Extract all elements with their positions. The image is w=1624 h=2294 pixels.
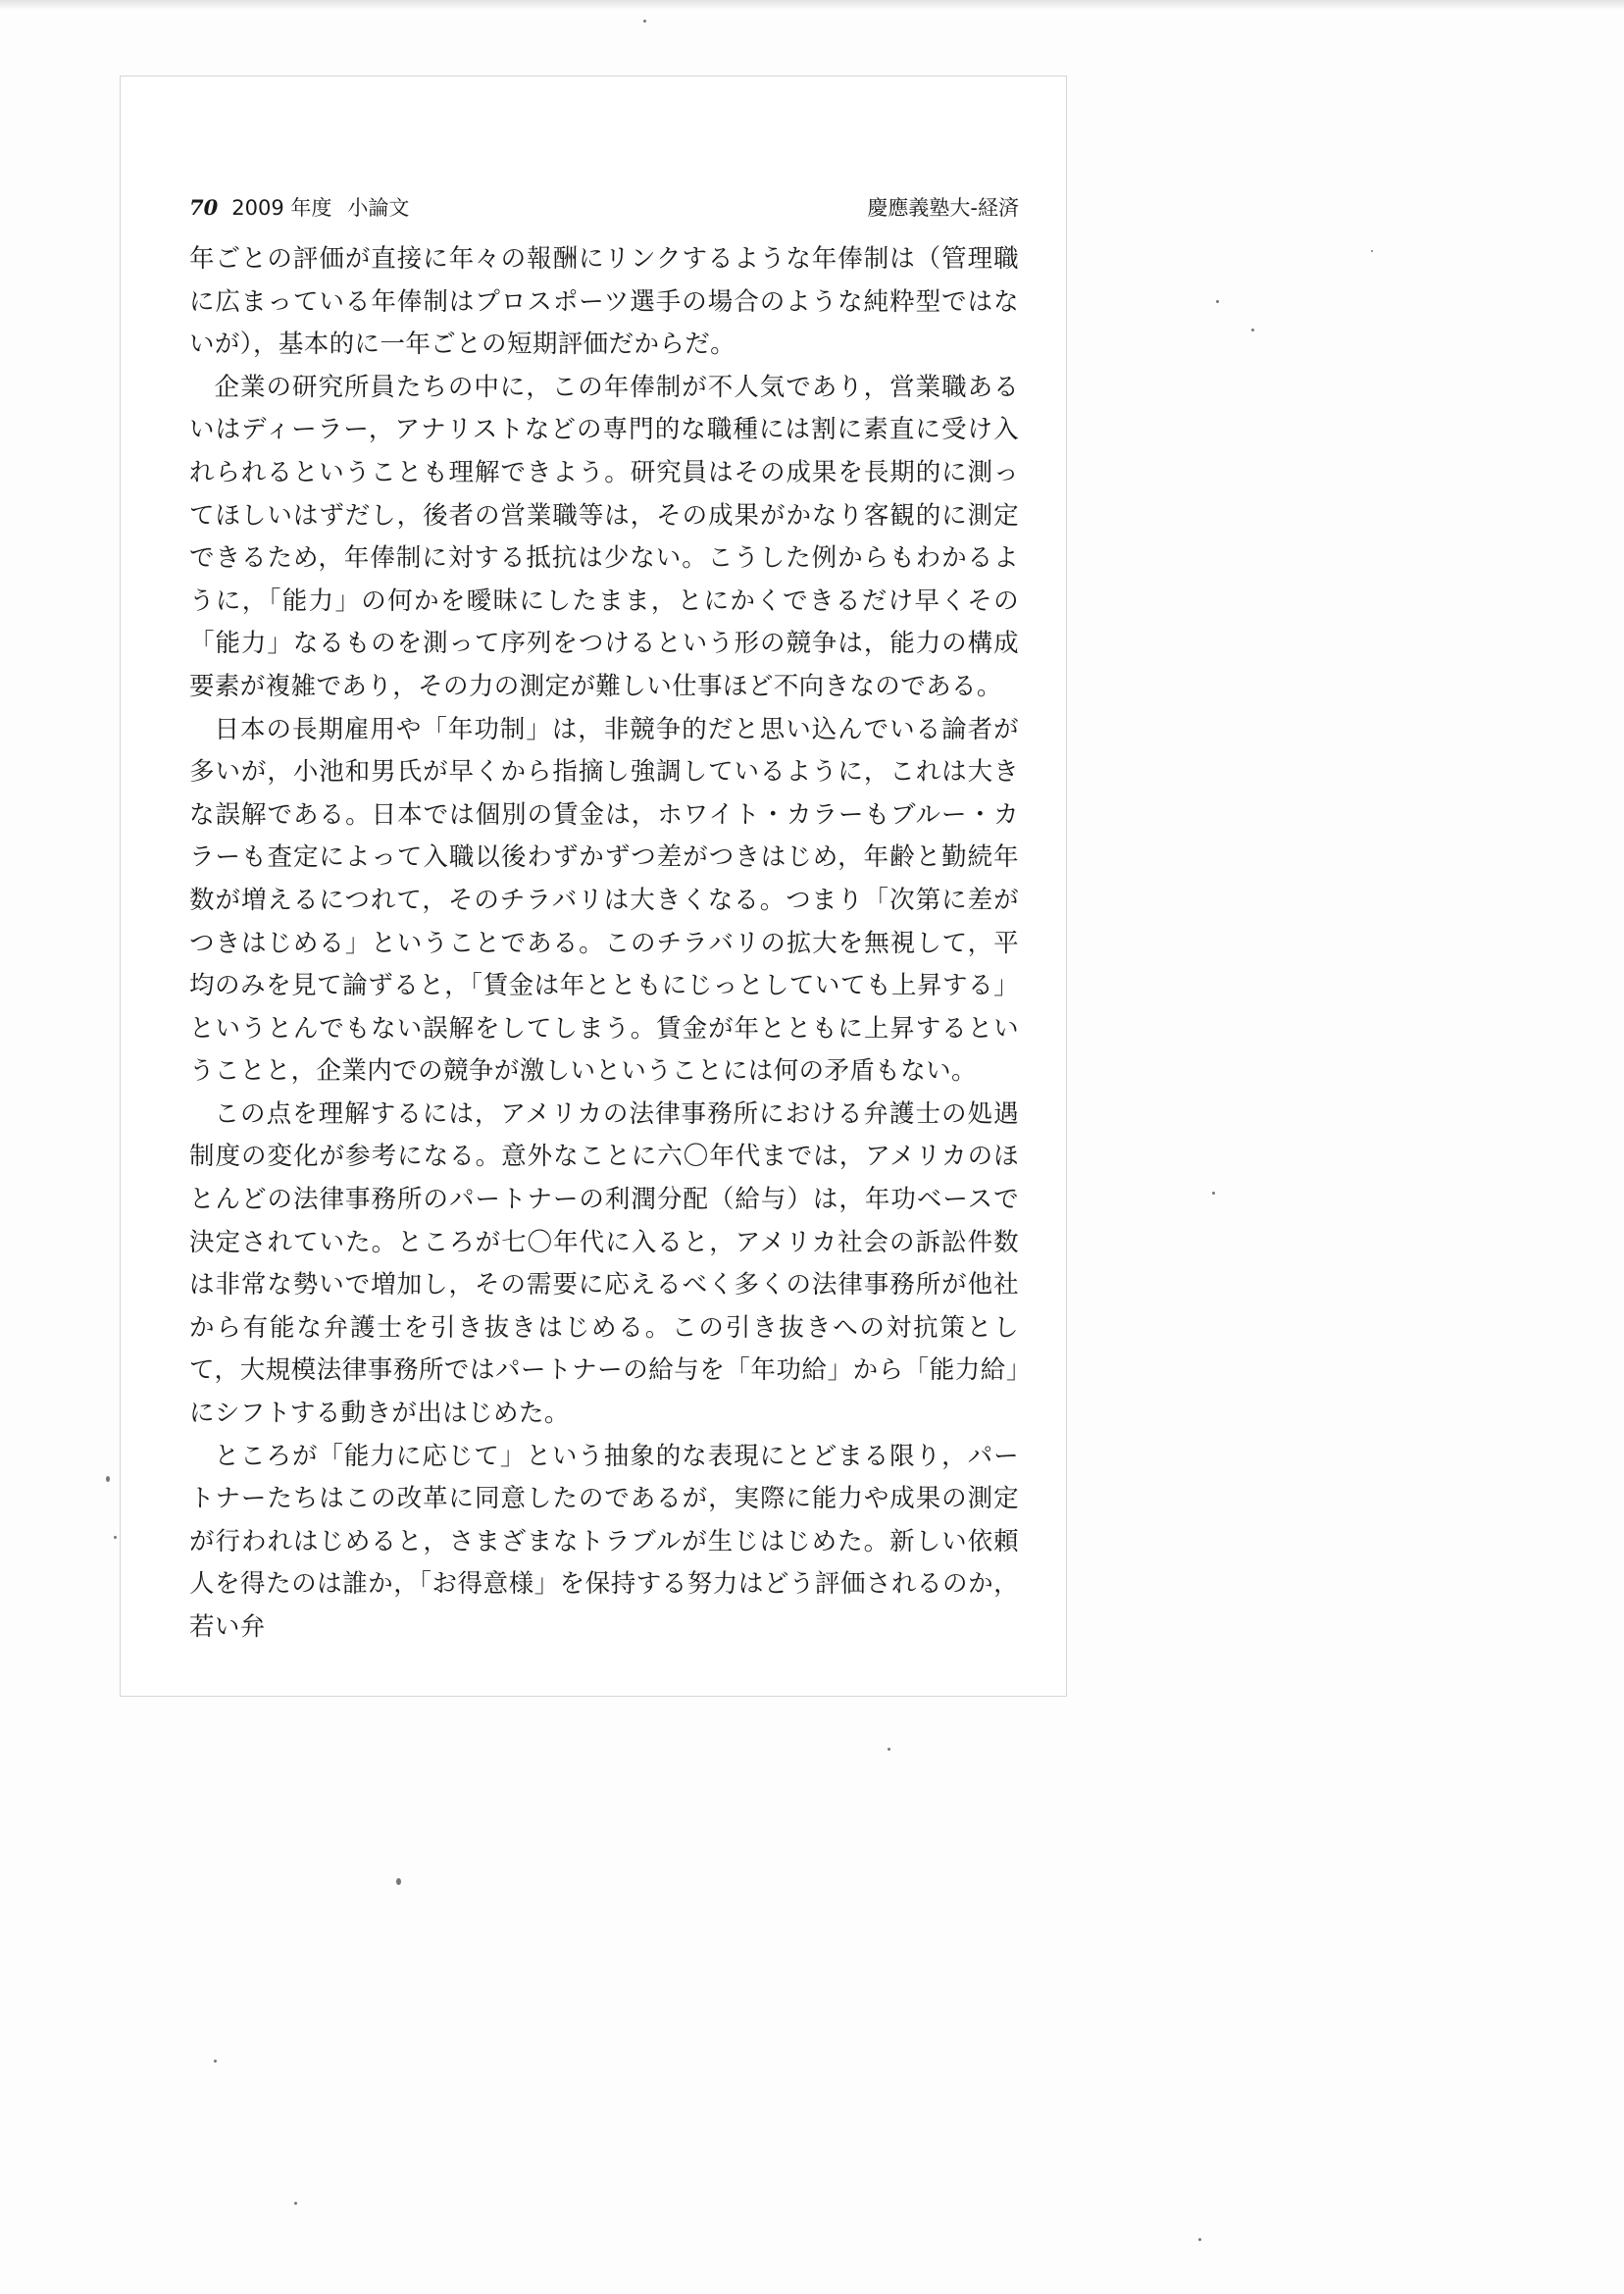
scan-speck [1251, 329, 1254, 331]
scan-speck [1198, 2238, 1201, 2241]
paragraph: 企業の研究所員たちの中に，この年俸制が不人気であり，営業職あるいはディーラー，アナリストなどの専門的な職種には割に素直に受け入れられるということも理解できよう。研究員はその成果を長期的に測ってほしいはずだし，後者の営業職等は，その成果がかなり客観的に測定できるため，年俸制に対する抵抗は少ない。こうした例からもわかるように，「能力」の何かを曖昧にしたまま，とにかくできるだけ早くその「能力」なるものを測って序列をつけるという形の競争は，能力の構成要素が複雑であり，その力の測定が難しい仕事ほど不向きなのである。 [189, 372, 1019, 701]
scan-speck [294, 2202, 297, 2205]
subject-label: 小論文 [347, 196, 410, 220]
exam-year: 2009 年度 [231, 196, 332, 220]
paragraph: 日本の長期雇用や「年功制」は，非競争的だと思い込んでいる論者が多いが，小池和男氏が早くから指摘し強調しているように，これは大きな誤解である。日本では個別の賃金は，ホワイト・カラーもブルー・カラーも査定によって入職以後わずかずつ差がつきはじめ，年齢と勤続年数が増えるにつれて，そのチラバリは大きくなる。つまり「次第に差がつきはじめる」ということである。このチラバリの拡大を無視して，平均のみを見て論ずると，「賃金は年とともにじっとしていても上昇する」というとんでもない誤解をしてしまう。賃金が年とともに上昇するということと，企業内での競争が激しいということには何の矛盾もない。 [189, 714, 1019, 1087]
paragraph: 年ごとの評価が直接に年々の報酬にリンクするような年俸制は（管理職に広まっている年俸制はプロスポーツ選手の場合のような純粋型ではないが），基本的に一年ごとの短期評価だからだ。 [189, 244, 1019, 360]
scan-speck [214, 2060, 217, 2063]
running-header [189, 190, 1019, 226]
scan-speck [1371, 250, 1373, 252]
paragraph: ところが「能力に応じて」という抽象的な表現にとどまる限り，パートナーたちはこの改革に同意したのであるが，実際に能力や成果の測定が行われはじめると，さまざまなトラブルが生じはじめた。新しい依頼人を得たのは誰か，「お得意様」を保持する努力はどう評価されるのか，若い弁 [189, 1441, 1019, 1642]
paragraph: この点を理解するには，アメリカの法律事務所における弁護士の処遇制度の変化が参考になる。意外なことに六〇年代までは，アメリカのほとんどの法律事務所のパートナーの利潤分配（給与）は，年功ベースで決定されていた。ところが七〇年代に入ると，アメリカ社会の訴訟件数は非常な勢いで増加し，その需要に応えるべく多くの法律事務所が他社から有能な弁護士を引き抜きはじめる。この引き抜きへの対抗策として，大規模法律事務所ではパートナーの給与を「年功給」から「能力給」にシフトする動きが出はじめた。 [189, 1098, 1019, 1429]
scan-speck [396, 1878, 401, 1885]
scan-speck [643, 20, 646, 23]
school-label: 慶應義塾大-経済 [867, 196, 1019, 220]
scan-speck [1212, 1192, 1215, 1195]
scan-speck [1216, 300, 1219, 303]
page-number: 70 [189, 195, 219, 220]
body-text [189, 238, 1019, 1650]
scan-edge [0, 0, 1624, 10]
scan-speck [106, 1476, 110, 1482]
scan-speck [888, 1748, 890, 1751]
scan-speck [114, 1536, 117, 1539]
